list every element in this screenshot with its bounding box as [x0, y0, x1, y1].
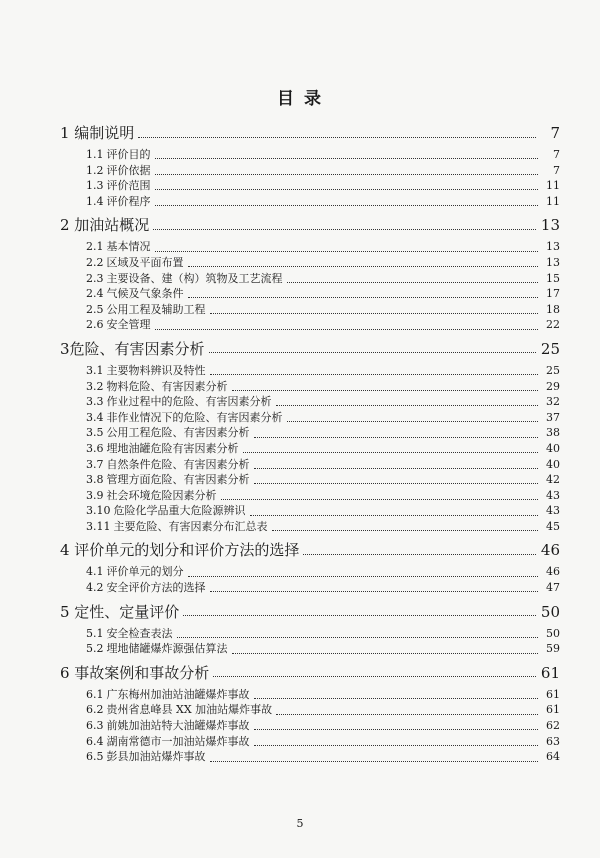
section-title: 区域及平面布置 [106, 255, 184, 269]
section-label [86, 286, 184, 302]
leader-dots [155, 189, 539, 190]
toc-chapter-entry [60, 659, 560, 687]
section-number: 3.1 [86, 363, 104, 377]
toc-section-entry [60, 317, 560, 333]
section-page: 25 [546, 363, 560, 377]
section-label [86, 564, 184, 580]
leader-dots [155, 251, 539, 252]
section-number: 2.6 [86, 318, 104, 332]
section-number: 1.1 [86, 148, 104, 161]
toc-section-entry [60, 363, 560, 379]
section-title: 安全检查表法 [106, 626, 173, 640]
section-number: 2.5 [86, 302, 104, 316]
section-title: 评价程序 [106, 194, 151, 208]
section-label [86, 147, 151, 163]
section-title: 埋地油罐危险有害因素分析 [106, 441, 239, 455]
section-page: 59 [546, 642, 560, 656]
section-title: 埋地储罐爆炸源强估算法 [106, 642, 228, 656]
section-label [86, 317, 151, 333]
section-number: 4.1 [86, 565, 104, 579]
section-label [86, 394, 272, 410]
leader-dots [183, 615, 536, 616]
leader-dots [276, 714, 538, 715]
section-title: 主要危险、有害因素分布汇总表 [113, 519, 268, 533]
toc-section-entry [60, 194, 560, 210]
toc-section-entry [60, 718, 560, 734]
section-title: 自然条件危险、有害因素分析 [106, 457, 250, 471]
section-title: 安全管理 [106, 318, 151, 332]
page-number: 5 [296, 817, 304, 830]
section-label [86, 363, 206, 379]
toc-section-entry [60, 425, 560, 441]
section-title: 公用工程危险、有害因素分析 [106, 426, 250, 440]
section-title: 气候及气象条件 [106, 287, 184, 301]
section-number: 6.3 [86, 719, 104, 733]
section-label [86, 718, 250, 734]
leader-dots [188, 266, 539, 267]
section-title: 湖南常德市一加油站爆炸事故 [106, 734, 250, 748]
leader-dots [210, 761, 539, 762]
section-number: 3.3 [86, 395, 104, 409]
toc-chapter-entry [60, 335, 560, 363]
leader-dots [250, 515, 539, 516]
leader-dots [221, 499, 539, 500]
chapter-label: 6 事故案例和事故分析 [60, 663, 210, 682]
section-label [86, 178, 151, 194]
toc-chapter-entry [60, 211, 560, 239]
section-number: 3.4 [86, 410, 104, 424]
section-page: 46 [546, 565, 560, 579]
section-label [86, 749, 206, 765]
section-page: 62 [546, 719, 560, 733]
section-number: 3.7 [86, 457, 104, 471]
toc-chapter-entry [60, 598, 560, 626]
section-number: 2.4 [86, 287, 104, 301]
chapter-label: 2 加油站概况 [60, 216, 150, 235]
section-page: 15 [546, 271, 560, 285]
section-number: 2.1 [86, 240, 104, 254]
toc-section-entry [60, 410, 560, 426]
toc-section-entry [60, 163, 560, 179]
leader-dots [254, 483, 539, 484]
leader-dots [272, 530, 539, 531]
section-title: 作业过程中的危险、有害因素分析 [106, 395, 272, 409]
toc-section-entry [60, 519, 560, 535]
section-page: 11 [546, 194, 560, 208]
toc-section-entry [60, 734, 560, 750]
section-page: 17 [546, 287, 560, 301]
chapter-label: 4 评价单元的划分和评价方法的选择 [60, 541, 300, 560]
section-title: 前姚加油站特大油罐爆炸事故 [106, 719, 250, 733]
section-number: 3.6 [86, 441, 104, 455]
chapter-page: 13 [540, 216, 560, 235]
toc-section-entry [60, 255, 560, 271]
leader-dots [254, 437, 539, 438]
section-page: 47 [546, 581, 560, 595]
leader-dots [209, 352, 536, 353]
section-page: 45 [546, 519, 560, 533]
toc-section-entry [60, 687, 560, 703]
section-label [86, 163, 151, 179]
toc-section-entry [60, 580, 560, 596]
leader-dots [155, 329, 539, 330]
section-label [86, 503, 246, 519]
section-page: 64 [546, 750, 560, 764]
section-page: 18 [546, 302, 560, 316]
section-number: 6.5 [86, 750, 104, 764]
section-title: 广东梅州加油站油罐爆炸事故 [106, 687, 250, 701]
section-label [86, 302, 206, 318]
section-number: 3.9 [86, 488, 104, 502]
section-title: 公用工程及辅助工程 [106, 302, 206, 316]
section-page: 22 [546, 318, 560, 332]
section-title: 物料危险、有害因素分析 [106, 379, 228, 393]
chapter-page: 7 [550, 124, 560, 142]
chapter-page: 50 [540, 602, 560, 621]
toc-section-entry [60, 239, 560, 255]
leader-dots [177, 637, 539, 638]
section-number: 2.3 [86, 271, 104, 285]
section-label [86, 425, 250, 441]
section-title: 主要设备、建（构）筑物及工艺流程 [106, 271, 283, 285]
section-label [86, 687, 250, 703]
leader-dots [210, 313, 539, 314]
section-page: 38 [546, 426, 560, 440]
toc-section-entry [60, 302, 560, 318]
section-title: 安全评价方法的选择 [106, 581, 206, 595]
section-page: 40 [546, 457, 560, 471]
leader-dots [153, 229, 536, 230]
chapter-label: 3危险、有害因素分析 [60, 339, 205, 358]
section-number: 1.2 [86, 163, 104, 177]
section-number: 3.11 [86, 519, 111, 533]
toc-section-entry [60, 379, 560, 395]
section-page: 43 [546, 488, 560, 502]
toc-section-entry [60, 626, 560, 642]
toc-section-entry [60, 641, 560, 657]
section-label [86, 457, 250, 473]
section-page: 42 [546, 473, 560, 487]
leader-dots [188, 297, 539, 298]
toc-section-entry [60, 271, 560, 287]
section-page: 63 [546, 734, 560, 748]
section-label [86, 441, 239, 457]
chapter-label: 1 编制说明 [60, 124, 135, 142]
section-title: 管理方面危险、有害因素分析 [106, 473, 250, 487]
section-page: 40 [546, 441, 560, 455]
section-label [86, 194, 151, 210]
section-label [86, 626, 173, 642]
leader-dots [243, 452, 539, 453]
section-title: 评价依据 [106, 163, 151, 177]
section-page: 29 [546, 379, 560, 393]
section-page: 37 [546, 410, 560, 424]
toc-section-entry [60, 178, 560, 194]
section-title: 危险化学品重大危险源辨识 [113, 504, 246, 518]
leader-dots [254, 698, 539, 699]
toc-section-entry [60, 457, 560, 473]
toc-section-entry [60, 503, 560, 519]
toc-section-entry [60, 472, 560, 488]
leader-dots [287, 421, 539, 422]
section-number: 2.2 [86, 255, 104, 269]
leader-dots [210, 591, 539, 592]
section-label [86, 519, 268, 535]
section-label [86, 702, 272, 718]
section-label [86, 734, 250, 750]
toc-section-entry [60, 147, 560, 163]
toc-section-entry [60, 702, 560, 718]
section-page: 11 [546, 179, 560, 193]
toc-section-entry [60, 488, 560, 504]
section-title: 非作业情况下的危险、有害因素分析 [106, 410, 283, 424]
section-number: 4.2 [86, 581, 104, 595]
table-of-contents [60, 117, 560, 767]
section-title: 评价目的 [106, 148, 151, 161]
section-number: 1.4 [86, 194, 104, 208]
section-label [86, 379, 228, 395]
section-page: 61 [546, 703, 560, 717]
section-page: 13 [546, 240, 560, 254]
section-page: 7 [553, 163, 560, 177]
chapter-page: 61 [540, 663, 560, 682]
section-number: 3.2 [86, 379, 104, 393]
leader-dots [138, 137, 536, 138]
section-title: 社会环境危险因素分析 [106, 488, 217, 502]
leader-dots [232, 653, 539, 654]
toc-section-entry [60, 441, 560, 457]
leader-dots [155, 158, 539, 159]
section-number: 3.10 [86, 504, 111, 518]
section-title: 彭县加油站爆炸事故 [106, 750, 206, 764]
section-number: 3.5 [86, 426, 104, 440]
section-number: 5.2 [86, 642, 104, 656]
section-label [86, 580, 206, 596]
section-number: 3.8 [86, 473, 104, 487]
leader-dots [287, 282, 539, 283]
leader-dots [213, 676, 536, 677]
section-label [86, 472, 250, 488]
leader-dots [232, 390, 539, 391]
leader-dots [254, 745, 539, 746]
leader-dots [188, 576, 539, 577]
leader-dots [254, 468, 539, 469]
section-number: 6.1 [86, 687, 104, 701]
section-title: 基本情况 [106, 240, 151, 254]
section-title: 评价范围 [106, 179, 151, 193]
chapter-label: 5 定性、定量评价 [60, 602, 180, 621]
toc-section-entry [60, 394, 560, 410]
section-page: 32 [546, 395, 560, 409]
leader-dots [155, 174, 539, 175]
section-page: 43 [546, 504, 560, 518]
leader-dots [276, 405, 539, 406]
section-label [86, 255, 184, 271]
toc-section-entry [60, 749, 560, 765]
section-title: 评价单元的划分 [106, 565, 184, 579]
section-page: 13 [546, 255, 560, 269]
leader-dots [155, 205, 539, 206]
section-label [86, 239, 151, 255]
section-page: 61 [546, 687, 560, 701]
section-label [86, 641, 228, 657]
leader-dots [303, 554, 536, 555]
leader-dots [254, 729, 539, 730]
toc-chapter-entry [60, 536, 560, 564]
toc-section-entry [60, 286, 560, 302]
section-label [86, 410, 283, 426]
section-title: 贵州省息峰县 XX 加油站爆炸事故 [106, 703, 273, 717]
section-number: 5.1 [86, 626, 104, 640]
toc-section-entry [60, 564, 560, 580]
section-title: 主要物料辨识及特性 [106, 363, 206, 377]
section-label [86, 488, 217, 504]
section-number: 6.4 [86, 734, 104, 748]
section-number: 6.2 [86, 703, 104, 717]
leader-dots [210, 374, 539, 375]
section-page: 7 [553, 148, 560, 161]
section-number: 1.3 [86, 179, 104, 193]
section-label [86, 271, 283, 287]
toc-chapter-entry [60, 119, 560, 147]
toc-title: 目 录 [277, 89, 323, 109]
section-page: 50 [546, 626, 560, 640]
chapter-page: 25 [540, 339, 560, 358]
chapter-page: 46 [540, 541, 560, 560]
